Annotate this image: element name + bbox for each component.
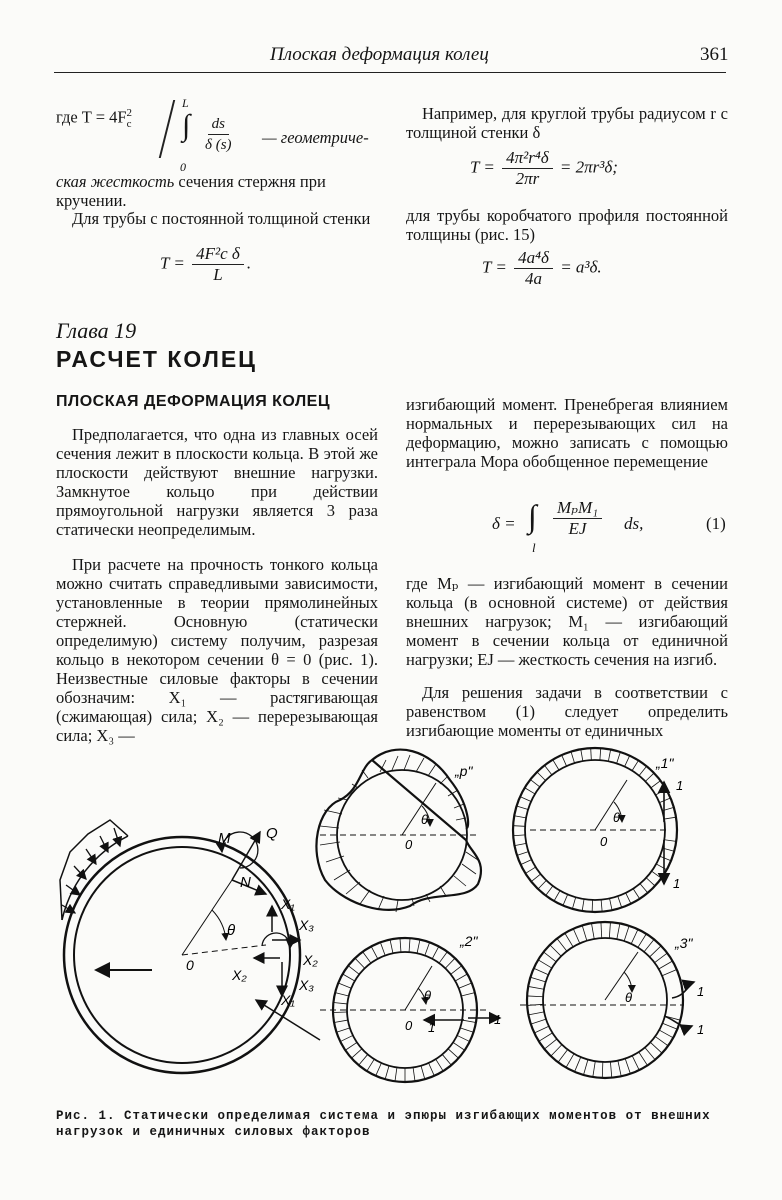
hatch-line [659, 961, 673, 969]
hatch-line [348, 966, 359, 975]
hatch-line [550, 945, 561, 956]
hatch-line [593, 1061, 596, 1077]
hatch-line [520, 797, 531, 802]
hatch-line [544, 952, 557, 962]
hatch-line [625, 1059, 630, 1074]
hatch-line [539, 1033, 553, 1041]
label-X1-bottom: X₁ [281, 992, 295, 1008]
d1-origin: 0 [600, 834, 608, 849]
rf-right: = 2πr³δ; [559, 157, 618, 177]
hatch-line [646, 878, 655, 886]
rf-left: T = [470, 157, 495, 177]
hatch-line [553, 760, 559, 770]
chapter-label: Глава 19 [56, 318, 137, 343]
hatch-line [554, 891, 560, 901]
hatch-line [417, 940, 420, 954]
hatch-line [632, 760, 638, 770]
hatch-line [442, 1054, 451, 1065]
left-paragraph-2: При расчете на прочность тонкого кольца можно считать справедливыми зависимости, установленные в теории прямолинейных стержней. Основную (статически определимую) систему получим, разрезая кольцо в некотором сечении θ = 0 (рис. 1). Неизвестные силовые факторы в сечении обозначим: X₁ — растягивающая (сжимающая) сила; X₂ — перерезывающая сила; X₃ — [56, 555, 378, 745]
section-title: ПЛОСКАЯ ДЕФОРМАЦИЯ КОЛЕЦ [56, 393, 331, 410]
hatch-line [537, 772, 545, 780]
label-theta: θ [227, 922, 236, 939]
hatch-line [601, 900, 602, 912]
label-O: 0 [186, 957, 194, 973]
hatch-line [367, 1059, 374, 1071]
hatch-line [531, 874, 540, 882]
hatch-line [618, 1061, 621, 1077]
mohr-left: δ = [492, 514, 516, 533]
hatch-line [610, 898, 612, 910]
d2-force-in: 1 [428, 1020, 436, 1035]
hatch-line [517, 852, 528, 856]
f2-num: 4F²c δ [192, 244, 244, 265]
mohr-den: EJ [568, 519, 587, 538]
hatch-line [566, 1054, 574, 1068]
hatch-line [664, 840, 676, 842]
moment-diagram-2 [320, 933, 501, 1082]
hatch-line [656, 864, 666, 870]
hatch-line [338, 983, 351, 988]
hatch-line [343, 974, 355, 981]
d1-force-down: 1 [673, 876, 681, 891]
hatch-line [640, 884, 648, 893]
label-X3-top: X₃ [299, 917, 314, 933]
mohr-right: ds, [624, 514, 644, 533]
hatch-line [363, 952, 371, 963]
page-number: 361 [700, 44, 729, 65]
hatch-line [591, 923, 594, 939]
geom-italic: ская жесткость [56, 172, 175, 191]
hatch-line [517, 806, 528, 810]
mohr-integral-lower: l [532, 540, 536, 555]
d3-theta: θ [625, 990, 633, 1005]
hatch-line [659, 798, 670, 803]
integral-sign: ∫ [182, 109, 191, 142]
mohr-num: MₚM₁ [553, 498, 602, 519]
where-T-text: где T = 4F [56, 107, 127, 127]
hatch-line [436, 1059, 443, 1071]
hatch-line [530, 977, 545, 982]
geom-rest: сечения стержня при кручении. [56, 172, 326, 210]
figure-caption: Рис. 1. Статически определимая система и эпюры изгибающих моментов от внешних нагрузок и единичных силовых факторов [56, 1109, 711, 1139]
label-X3-bottom: X₃ [299, 977, 314, 993]
hatch-line [631, 929, 638, 944]
bf-den: 4a [525, 269, 543, 288]
rf-num: 4π²r⁴δ [502, 148, 553, 169]
hatch-line [413, 1067, 415, 1081]
hatch-line [601, 922, 602, 938]
distributed-load [60, 820, 128, 920]
hatch-line [659, 1030, 673, 1038]
hatch-line [351, 1049, 361, 1058]
hatch-line [618, 896, 622, 907]
equation-number: (1) [706, 514, 726, 533]
hatch-line [531, 1019, 546, 1024]
hatch-line [355, 958, 365, 968]
right-paragraph-1: изгибающий момент. Пренебрегая влиянием нормальных и перерезывающих сил на деформацию, можно записать с помощью интеграла Мора обобщенное перемещение [406, 395, 728, 471]
label-Q: Q [266, 825, 278, 842]
hatch-line [617, 752, 621, 763]
hatch-line [584, 1060, 588, 1075]
hatch-line [534, 1026, 549, 1033]
hatch-line [334, 1020, 348, 1022]
hatch-line [515, 843, 527, 845]
hatch-line [448, 1049, 458, 1058]
hatch-line [645, 773, 654, 781]
moment-diagram-3 [520, 922, 704, 1078]
hatch-line [638, 934, 646, 948]
hatch-line [571, 752, 575, 763]
hatch-line [591, 748, 592, 760]
hatch-line [528, 1012, 544, 1015]
ds-den: δ (s) [205, 137, 232, 153]
hatch-line [400, 938, 401, 952]
hatch-line [534, 968, 549, 975]
hatch-line [625, 756, 630, 767]
hatch-line [557, 939, 567, 952]
bf-left: T = [482, 257, 507, 277]
hatch-line [453, 1042, 465, 1050]
d3-force-down: 1 [697, 1022, 705, 1037]
right-paragraph-3: Для решения задачи в соответствии с равенством (1) следует определить изгибающие моменты от единичных [406, 683, 728, 740]
hatch-line [660, 856, 671, 860]
hatch-line [376, 1063, 382, 1076]
label-X2-left: X₂ [232, 967, 247, 983]
hatch-line [632, 1056, 639, 1070]
moment-diagram-1 [513, 748, 683, 912]
ds-num: ds [208, 114, 229, 135]
hatch-line [514, 816, 526, 818]
hatch-line [333, 1002, 347, 1003]
hatch-line [602, 1062, 603, 1078]
hatch-line [639, 766, 647, 775]
d2-theta: θ [424, 988, 432, 1003]
box-tube-para: для трубы коробчатого профиля постоянной толщины (рис. 15) [406, 206, 728, 244]
hatch-line [652, 871, 662, 878]
hatch-line [380, 942, 385, 955]
hatch-line [409, 938, 410, 952]
hatch-line [546, 886, 553, 896]
hatch-line [528, 986, 544, 989]
main-ring-diagram [60, 820, 320, 1073]
hatch-line [513, 835, 525, 836]
hatch-line [563, 894, 568, 905]
hatch-line [335, 993, 349, 996]
hatch-line [608, 750, 610, 762]
label-M: M [218, 830, 231, 847]
hatch-line [572, 897, 575, 909]
hatch-line [562, 755, 567, 766]
hatch-line [639, 1052, 648, 1065]
hatch-line [432, 946, 439, 958]
hatch-line [385, 1066, 389, 1079]
d2-force-out: 1 [494, 1012, 502, 1027]
right-paragraph-2: где Mₚ — изгибающий момент в сечении кольца (в основной системе) от действия внешних нагрузок; M₁ — изгибающий момент в сечении кольца от единичной нагрузки; EJ — жесткость сечения на изгиб. [406, 574, 728, 669]
hatch-line [527, 996, 543, 997]
running-header-title: Плоская деформация колец [270, 44, 489, 65]
hatch-line [538, 880, 546, 889]
hatch-line [551, 1045, 562, 1057]
f2-den: L [213, 265, 223, 284]
hatch-line [445, 958, 455, 968]
hatch-line [461, 993, 475, 996]
hatch-line [655, 953, 668, 963]
hatch-line [544, 1039, 556, 1049]
integral-upper: L [182, 96, 189, 110]
hatch-line [624, 926, 629, 941]
hatch-line [525, 788, 535, 794]
tag-3: „3" [675, 935, 693, 951]
hatch-line [558, 1050, 568, 1063]
hatch-line [662, 1023, 677, 1029]
hatch-line [429, 1063, 435, 1076]
mohr-integral-sign: ∫ [528, 498, 537, 534]
hatch-line [655, 1036, 668, 1045]
rf-den: 2πr [515, 169, 540, 188]
hatch-line [538, 960, 552, 968]
hatch-line [451, 966, 462, 975]
bf-num: 4a⁴δ [514, 248, 553, 269]
p-theta: θ [421, 812, 429, 827]
hatch-line [395, 1067, 397, 1081]
hatch-line [650, 946, 662, 957]
tag-1: „1" [656, 755, 674, 771]
hatch-line [626, 893, 631, 904]
superscript-2: 2 [126, 107, 132, 119]
hatch-line [457, 1035, 470, 1041]
hatch-line [609, 922, 610, 938]
hatch-line [390, 940, 393, 954]
hatch-line [521, 860, 532, 865]
geom-text-1: — геометриче- [262, 128, 369, 147]
subscript-c: c [126, 117, 132, 130]
hatch-line [439, 952, 447, 963]
label-N: N [240, 874, 251, 891]
round-tube-para: Например, для круглой трубы радиусом r с толщиной стенки δ [406, 104, 728, 142]
hatch-line [460, 1028, 473, 1032]
hatch-line [575, 1057, 581, 1072]
hatch-line [359, 1054, 368, 1065]
tag-p: „p" [455, 763, 473, 779]
tag-2: „2" [460, 933, 478, 949]
hatch-line [371, 946, 378, 958]
hatch-line [651, 781, 661, 788]
hatch-line [644, 939, 654, 951]
hatch-line [582, 925, 587, 940]
hatch-line [425, 942, 430, 955]
p-origin: 0 [405, 837, 413, 852]
hatch-line [340, 1035, 353, 1041]
hatch-line [582, 899, 584, 911]
hatch-line [565, 933, 573, 947]
hatch-line [530, 780, 539, 787]
thin-tube-para: Для трубы с постоянной толщиной стенки [72, 209, 371, 228]
bf-right: = a³δ. [560, 257, 602, 277]
d1-theta: θ [613, 810, 621, 825]
hatch-line [345, 1042, 357, 1050]
hatch-line [664, 817, 676, 819]
hatch-line [617, 923, 620, 939]
f2-end: . [246, 253, 252, 273]
hatch-line [513, 826, 525, 827]
hatch-line [573, 929, 580, 944]
f2-left: T = [160, 253, 185, 273]
chapter-title: РАСЧЕТ КОЛЕЦ [56, 346, 257, 372]
d3-force-up: 1 [697, 984, 705, 999]
hatch-line [600, 748, 601, 760]
hatch-line [459, 983, 472, 988]
label-X2-right: X₂ [303, 952, 318, 968]
hatch-line [662, 970, 677, 976]
hatch-line [462, 1020, 476, 1022]
hatch-line [645, 1047, 655, 1059]
hatch-line [525, 867, 535, 873]
left-paragraph-1: Предполагается, что одна из главных осей сечения лежит в плоскости кольца. В этой же плоскости действуют внешние нагрузки. Замкнутое кольцо при действии прямоугольной нагрузки является 3 раза статически неопределимым. [56, 425, 378, 539]
hatch-line [455, 974, 467, 981]
hatch-line [633, 889, 640, 899]
hatch-line [337, 1028, 350, 1032]
hatch-line [610, 1062, 611, 1078]
hatch-line [545, 765, 552, 774]
label-X1-top: X₁ [281, 896, 295, 912]
hatch-line [421, 1066, 425, 1079]
d1-force-up: 1 [676, 778, 684, 793]
moment-diagram-p [316, 750, 481, 912]
d2-origin: 0 [405, 1018, 413, 1033]
integral-lower: 0 [180, 160, 186, 174]
hatch-line [581, 749, 583, 761]
hatch-line [650, 1042, 662, 1053]
